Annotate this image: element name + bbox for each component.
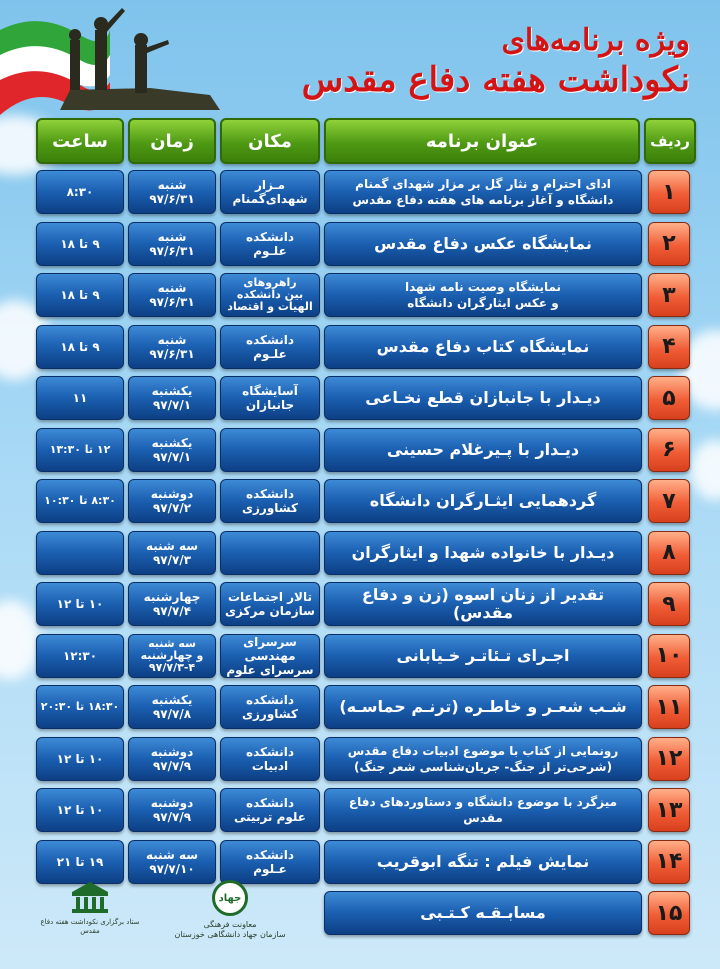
- program-title-text: نمایشگاه عکس دفاع مقدس: [374, 233, 592, 253]
- row-number: ۱۴: [648, 840, 690, 884]
- program-place-text: دانشکده علـوم: [246, 229, 294, 258]
- program-date-text: سه شنبه و چهارشنبه ۹۷/۷/۳-۴: [140, 636, 204, 674]
- program-time-text: ۱۲ تا ۱۳:۳۰: [49, 442, 111, 456]
- row-number: ۳: [648, 273, 690, 317]
- program-place: [220, 325, 320, 369]
- program-place-text: دانشکده عـلوم: [246, 847, 294, 876]
- program-date-text: سه شنبه ۹۷/۷/۱۰: [145, 847, 199, 876]
- program-place-text: دانشکده کشاورزی: [242, 693, 298, 721]
- program-date: [128, 222, 216, 266]
- page-title-line2: نکوداشت هفته دفاع مقدس: [301, 60, 690, 100]
- row-number: ۱: [648, 170, 690, 214]
- program-time: [36, 170, 124, 214]
- program-time: [36, 531, 124, 575]
- footer-logos: [30, 880, 330, 960]
- table-row: [0, 376, 720, 420]
- page-title: [270, 22, 690, 100]
- table-row: [0, 685, 720, 729]
- program-date-text: شنبه ۹۷/۶/۳۱: [149, 229, 195, 258]
- program-time: [36, 840, 124, 884]
- program-title-text: نمایشگاه وصیت نامه شهدا و عکس ایثارگران دانشگاه: [404, 280, 562, 310]
- program-title-text: رونمایی از کتاب با موضوع ادبیات دفاع مقدس (شرحی‌تر از جنگ- جریان‌شناسی شعر جنگ): [347, 743, 619, 774]
- row-number: ۷: [648, 479, 690, 523]
- table-row: [0, 582, 720, 626]
- program-time-text: ۱۸:۳۰ تا ۲۰:۳۰: [40, 700, 120, 713]
- row-number: ۱۲: [648, 737, 690, 781]
- program-time-text: ۹ تا ۱۸: [60, 339, 100, 354]
- program-time-text: ۸:۳۰: [66, 185, 94, 199]
- table-row: [0, 531, 720, 575]
- program-title-text: نمایشگاه کتاب دفاع مقدس: [376, 336, 590, 356]
- program-time-text: ۱۲:۳۰: [62, 648, 98, 663]
- program-date: [128, 634, 216, 678]
- program-place-text: دانشکده علوم تربیتی: [234, 796, 307, 824]
- table-row: [0, 428, 720, 472]
- program-title-text: اجـرای تـئاتـر خـیابانی: [396, 645, 570, 665]
- table-row: [0, 222, 720, 266]
- program-date-text: سه شنبه ۹۷/۷/۳: [145, 538, 199, 567]
- university-emblem-icon: [68, 880, 112, 914]
- page-title-line1: ویژه برنامه‌های: [501, 23, 690, 58]
- program-title-text: ادای احترام و نثار گل بر مزار شهدای گمنام دانشگاه و آغاز برنامه های هفته دفاع مقدس: [352, 177, 614, 207]
- program-date-text: شنبه ۹۷/۶/۳۱: [149, 178, 195, 206]
- program-date: [128, 531, 216, 575]
- program-date: [128, 479, 216, 523]
- table-row: [0, 840, 720, 884]
- program-time: [36, 376, 124, 420]
- jahad-logo: [150, 880, 310, 940]
- table-row: [0, 170, 720, 214]
- program-time: [36, 685, 124, 729]
- program-date: [128, 685, 216, 729]
- header-row-number: ردیف: [644, 118, 696, 164]
- program-time-text: ۹ تا ۱۸: [60, 288, 100, 302]
- program-title: [324, 325, 642, 369]
- program-place-text: دانشکده علـوم: [246, 332, 294, 361]
- program-title-text: تقدیر از زنان اسوه (زن و دفاع مقدس): [361, 585, 605, 622]
- program-time-text: ۱۰ تا ۱۲: [56, 751, 104, 766]
- program-title: [324, 222, 642, 266]
- program-date: [128, 273, 216, 317]
- program-title-text: دیـدار با جانبازان قطع نخـاعی: [365, 388, 601, 407]
- program-title: [324, 170, 642, 214]
- program-date-text: شنبه ۹۷/۶/۳۱: [149, 281, 195, 309]
- table-row: [0, 634, 720, 678]
- program-place: [220, 788, 320, 832]
- program-title: [324, 634, 642, 678]
- university-caption: ستاد برگزاری نکوداشت هفته دفاع مقدس: [40, 918, 140, 935]
- program-time: [36, 634, 124, 678]
- program-title: [324, 479, 642, 523]
- jahad-emblem-text: جهاد: [218, 892, 242, 904]
- program-time-text: ۹ تا ۱۸: [60, 236, 100, 251]
- program-title: [324, 840, 642, 884]
- program-date: [128, 170, 216, 214]
- program-date: [128, 840, 216, 884]
- header-time: ساعت: [36, 118, 124, 164]
- program-date-text: یکشنبه ۹۷/۷/۱: [151, 384, 193, 412]
- program-date-text: دوشنبه ۹۷/۷/۹: [150, 744, 194, 773]
- program-date: [128, 788, 216, 832]
- row-number: ۱۵: [648, 891, 690, 935]
- program-title: [324, 788, 642, 832]
- program-place-text: تالار اجتماعات سازمان مرکزی: [225, 590, 315, 618]
- jahad-emblem-icon: [212, 880, 248, 916]
- program-time: [36, 428, 124, 472]
- program-time: [36, 325, 124, 369]
- program-place: [220, 634, 320, 678]
- header-place: مکان: [220, 118, 320, 164]
- program-place: [220, 479, 320, 523]
- table-row: [0, 273, 720, 317]
- table-row: [0, 737, 720, 781]
- program-title: [324, 376, 642, 420]
- program-place-text: دانشکده ادبیات: [246, 744, 294, 773]
- program-date-text: دوشنبه ۹۷/۷/۹: [150, 796, 194, 824]
- row-number: ۶: [648, 428, 690, 472]
- program-place: [220, 840, 320, 884]
- program-date: [128, 737, 216, 781]
- program-title: [324, 531, 642, 575]
- program-title-text: دیـدار با پـیرغلام حسینی: [386, 439, 580, 459]
- program-time: [36, 737, 124, 781]
- program-place: [220, 428, 320, 472]
- header-program: عنوان برنامه: [324, 118, 640, 164]
- program-title: [324, 737, 642, 781]
- flag-soldiers-illustration: [0, 0, 250, 120]
- program-title: [324, 582, 642, 626]
- program-date: [128, 376, 216, 420]
- program-place-text: سرسرای مهندسی سرسرای علوم: [226, 634, 314, 677]
- row-number: ۱۱: [648, 685, 690, 729]
- program-place-text: آسایشگاه جانبازان: [242, 384, 298, 412]
- program-time: [36, 479, 124, 523]
- program-title-text: شـب شعـر و خاطـره (ترنـم حماسـه): [339, 697, 627, 716]
- program-date-text: شنبه ۹۷/۶/۳۱: [149, 332, 195, 361]
- program-time-text: ۸:۳۰ تا ۱۰:۳۰: [44, 494, 116, 507]
- row-number: ۴: [648, 325, 690, 369]
- program-place: [220, 376, 320, 420]
- table-row: [0, 479, 720, 523]
- program-place-text: دانشکده کشاورزی: [242, 487, 298, 515]
- program-place: [220, 737, 320, 781]
- program-title: [324, 428, 642, 472]
- row-number: ۸: [648, 531, 690, 575]
- program-time: [36, 788, 124, 832]
- program-time: [36, 582, 124, 626]
- program-title: [324, 891, 642, 935]
- program-place: [220, 531, 320, 575]
- program-place: [220, 582, 320, 626]
- program-time-text: ۱۰ تا ۱۲: [56, 803, 104, 817]
- row-number: ۱۳: [648, 788, 690, 832]
- program-title-text: دیـدار با خانواده شهدا و ایثارگران: [351, 542, 615, 562]
- table-row: [0, 788, 720, 832]
- program-time-text: ۱۰ تا ۱۲: [56, 597, 104, 611]
- program-time: [36, 222, 124, 266]
- program-place-text: مـزار شهدای‌گمنام: [232, 178, 308, 206]
- program-date: [128, 325, 216, 369]
- program-date-text: چهارشنبه ۹۷/۷/۴: [143, 590, 201, 618]
- table-row: [0, 325, 720, 369]
- program-title-text: نمایش فیلم : تنگه ابوقریب: [376, 851, 590, 871]
- program-date: [128, 428, 216, 472]
- program-place: [220, 170, 320, 214]
- program-title-text: گردهمایی ایثـارگران دانشگاه: [369, 491, 597, 510]
- program-place: [220, 222, 320, 266]
- jahad-caption: معاونت فرهنگی سازمان جهاد دانشگاهی خوزستان: [174, 920, 286, 939]
- header-date: زمان: [128, 118, 216, 164]
- program-place: [220, 273, 320, 317]
- program-time-text: ۱۱: [72, 391, 88, 405]
- program-place-text: راهروهای بین دانشکده الهیات و اقتصاد: [227, 276, 313, 313]
- program-title-text: مسابـقـه کـتـبی: [420, 903, 546, 922]
- program-title-text: میزگرد با موضوع دانشگاه و دستاوردهای دفاع مقدس: [348, 795, 618, 825]
- university-logo: [30, 880, 150, 936]
- row-number: ۵: [648, 376, 690, 420]
- program-date: [128, 582, 216, 626]
- program-time: [36, 273, 124, 317]
- program-title: [324, 273, 642, 317]
- program-time-text: ۱۹ تا ۲۱: [56, 854, 104, 869]
- program-date-text: یکشنبه ۹۷/۷/۸: [151, 693, 193, 721]
- program-title: [324, 685, 642, 729]
- row-number: ۲: [648, 222, 690, 266]
- row-number: ۹: [648, 582, 690, 626]
- program-place: [220, 685, 320, 729]
- program-date-text: دوشنبه ۹۷/۷/۲: [150, 487, 194, 515]
- row-number: ۱۰: [648, 634, 690, 678]
- program-date-text: یکشنبه ۹۷/۷/۱: [151, 435, 193, 464]
